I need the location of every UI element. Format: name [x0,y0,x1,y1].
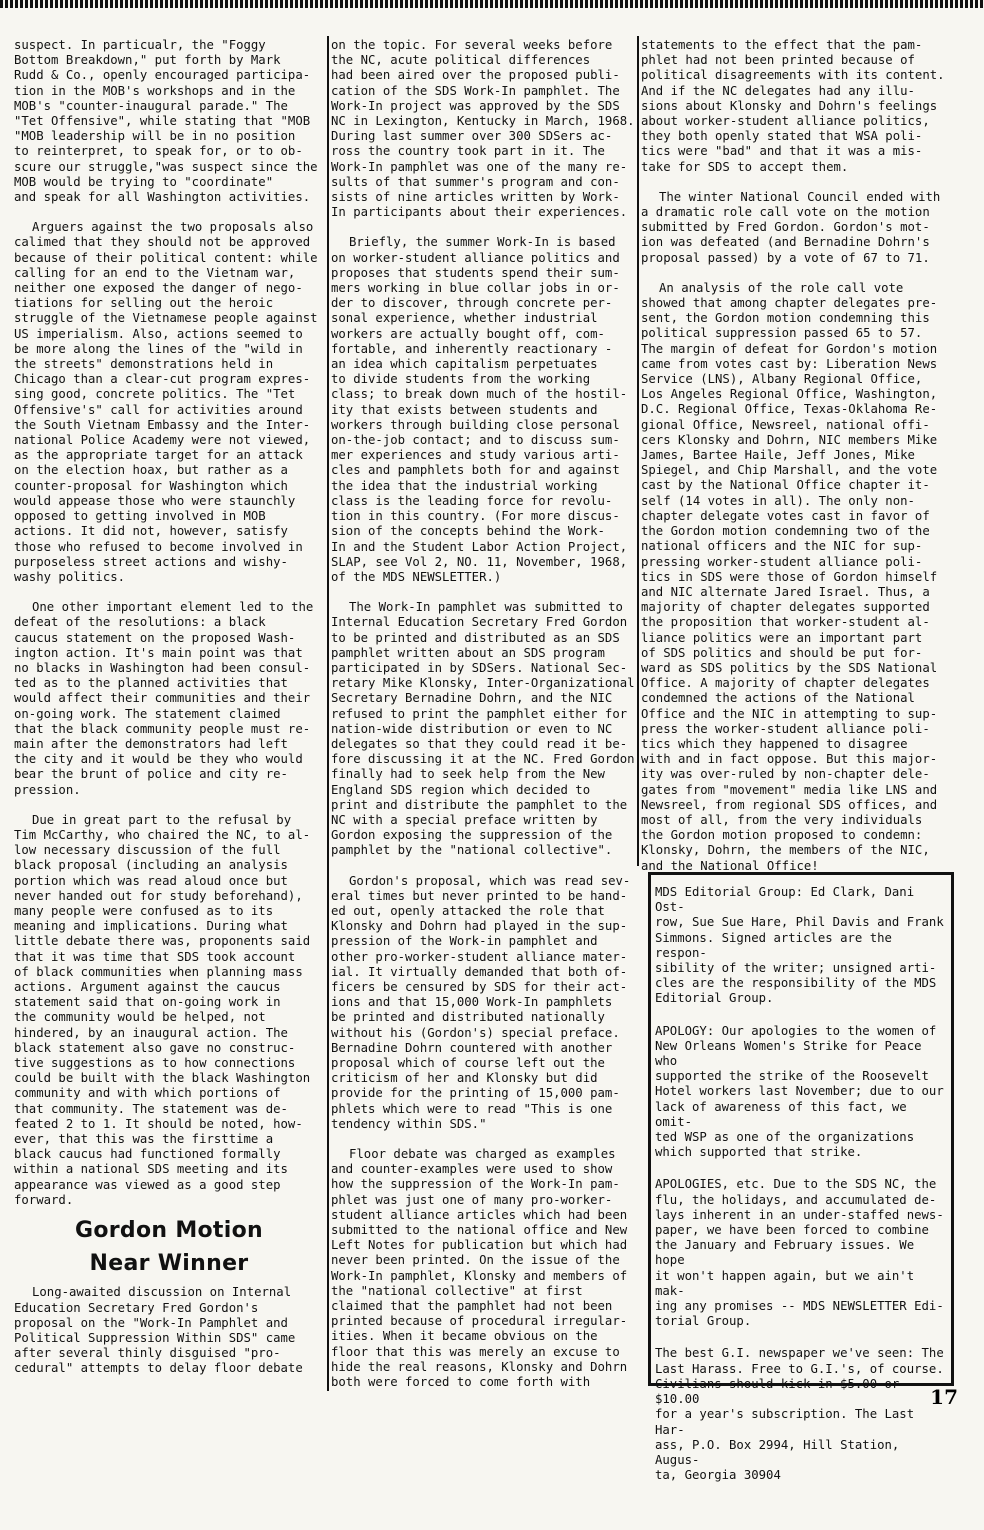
article-headline-line-2: Near Winner [89,1251,249,1277]
paragraph: on the topic. For several weeks before the NC, acute political differences had been aired over the proposed publi- cation of the SDS Work-In pamphlet. The Work-In project was approved by the SDS NC in Lexington, Kentucky in March, 1968. During last summer over 300 SDSers ac- ross the country took part in it. The Work-In pamphlet was one of the many re- sults of that summer's program and con- sists of nine articles written by Work- In participants about their experiences. [331,38,635,220]
apologies-note: APOLOGIES, etc. Due to the SDS NC, the flu, the holidays, and accumulated de- lays inherent in an under-staffed news- paper, we have been forced to combine the January and February issues. We hope it won't happen again, but we ain't mak- ing any promises -- MDS NEWSLETTER Edi- torial Group. [655,1177,944,1329]
paragraph: One other important element led to the defeat of the resolutions: a black caucus statement on the proposed Wash- ington action. It's main point was that no blacks in Washington had been consul- ted as to the planned activities that would affect their communities and their on-going work. The statement claimed that the black community people must re- main after the demonstrators had left the city and it would be they who would bear the brunt of police and city re- pression. [14,600,314,797]
paragraph: Floor debate was charged as examples and counter-examples were used to show how the suppression of the Work-In pam- phlet was just one of many pro-worker- student alliance articles which had been submitted to the national office and New Left Notes for publication but which had never been printed. On the issue of the Work-In pamphlet, Klonsky and members of the "national collective" at first claimed that the pamphlet had not been printed because of procedural irregular- ities. When it became obvious on the floor that this was merely an excuse to hide the real reasons, Klonsky and Dohrn both were forced to come forth with [331,1147,628,1390]
paragraph: Gordon's proposal, which was read sev- eral times but never printed to be hand- ed out, openly attacked the role that Klonsky and Dohrn had played in the sup- pression of the Work-in pamphlet and other pro-worker-student alliance mater- ial. It virtually demanded that both of- ficers be censured by SDS for their act- ions and that 15,000 Work-In pamphlets be printed and distributed nationally without his (Gordon's) special preface. Bernadine Dohrn countered with another proposal which of course left out the criticism of her and Klonsky but did provide for the printing of 15,000 pam- phlets which were to read "This is one tendency within SDS." [331,873,631,1131]
paragraph: suspect. In particualr, the "Foggy Bottom Breakdown," put forth by Mark Rudd & Co., openly encouraged participa- tion in the MOB's workshops and in the MOB's "counter-inaugural parade." The "Tet Offensive", while stating that "MOB "MOB leadership will be in no position to reinterpret, to speak for, or to ob- scure our struggle,"was suspect since the MOB would be trying to "coordinate" and speak for all Washington activities. [14,38,318,205]
column-divider [327,36,329,1391]
paragraph: Briefly, the summer Work-In is based on worker-student alliance politics and proposes that students spend their sum- mers working in blue collar jobs in or- der to discover, through concrete per- sonal experience, whether industrial workers are actually bought off, com- fortable, and inherently reactionary - an idea which capitalism perpetuates to divide students from the working class; to break down much of the hostil- ity that exists between students and workers through building close personal on-the-job contact; and to discuss sum- mer experiences and study various arti- cles and pamphlets both for and against the idea that the industrial working class is the leading force for revolu- tion in this country. (For more discus- sion of the concepts behind the Work- In and the Student Labor Action Project, SLAP, see Vol 2, NO. 11, November, 1968, of the MDS NEWSLETTER.) [331,235,628,584]
paragraph: An analysis of the role call vote showed that among chapter delegates pre- sent, the Gordon motion condemning this political suppression passed 65 to 57. The margin of defeat for Gordon's motion came from votes cast by: Liberation News Service (LNS), Albany Regional Office, Los Angeles Regional Office, Washington, D.C. Regional Office, Texas-Oklahoma Re- gional Office, Newsreel, national offi- cers Klonsky and Dohrn, NIC members Mike James, Bartee Haile, Jeff Jones, Mike Spiegel, and Chip Marshall, and the vote cast by the National Office chapter it- self (14 votes in all). The only non- chapter delegate votes cast in favor of the Gordon motion condemning two of the national officers and the NIC for sup- pressing worker-student alliance poli- tics in SDS were those of Gordon himself and NIC alternate Jared Israel. Thus, a majority of chapter delegates supported the proposition that worker-student al- liance politics were an important part of SDS politics and should be put for- ward as SDS politics by the SDS National Office. A majority of chapter delegates condemned the actions of the National Office and the NIC in attempting to sup- press the worker-student alliance poli- tics which they happened to disagree with and in fact oppose. But this major- ity was over-ruled by non-chapter dele- gates from "movement" media like LNS and Newsreel, from regional SDS offices, and most of all, from the very individuals the Gordon motion proposed to condemn: Klonsky, Dohrn, the members of the NIC, and the National Office! [641,280,938,873]
paragraph: statements to the effect that the pam- phlet had not been printed because of political disagreements with its content. And if the NC delegates had any illu- sions about Klonsky and Dohrn's feelings about worker-student alliance politics, they both openly stated that WSA poli- tics were "bad" and that it was a mis- take for SDS to accept them. [641,38,945,174]
paragraph: The Work-In pamphlet was submitted to Internal Education Secretary Fred Gordon to be printed and distributed as an SDS pamphlet written about an SDS program participated in by SDSers. National Sec- retary Mike Klonsky, Inter-Organizational Secretary Bernadine Dohrn, and the NIC refused to print the pamphlet either for nation-wide distribution or even to NC delegates so that they could read it be- fore discussing it at the NC. Fred Gordon finally had to seek help from the New England SDS region which decided to print and distribute the pamphlet to the NC with a special preface written by Gordon exposing the suppression of the pamphlet by the "national collective". [331,600,635,858]
column-1 [14,38,324,1392]
column-divider [637,36,639,866]
article-headline-line-1: Gordon Motion [75,1218,263,1244]
column-3 [641,38,959,889]
page-number: 17 [930,1385,958,1409]
editorial-group-note: MDS Editorial Group: Ed Clark, Dani Ost- row, Sue Sue Hare, Phil Davis and Frank Simmons. Signed articles are the respon- sibility of the writer; unsigned arti- cles are the responsibility of the MDS Editorial Group. [655,885,944,1006]
top-border-rule [0,0,984,8]
paragraph: Long-awaited discussion on Internal Education Secretary Fred Gordon's proposal on the "Work-In Pamphlet and Political Suppression Within SDS" came after several thinly disguised "pro- cedural" attempts to delay floor debate [14,1285,303,1376]
gi-newspaper-note: The best G.I. newspaper we've seen: The Last Harass. Free to G.I.'s, of course. Civilians should kick in $5.00 or $10.00 for a year's subscription. The Last Har- ass, P.O. Box 2994, Hill Station, Augus- ta, Georgia 30904 [655,1346,944,1483]
paragraph: Arguers against the two proposals also calimed that they should not be approved because of their political content: while calling for an end to the Vietnam war, neither one exposed the danger of nego- tiations for selling out the heroic struggle of the Vietnamese people against US imperialism. Also, actions seemed to be more along the lines of the "wild in the streets" demonstrations held in Chicago than a clear-cut program expres- sing good, concrete politics. The "Tet Offensive's" call for activities around the South Vietnam Embassy and the Inter- national Police Academy were not viewed, as the appropriate target for an attack on the election hoax, but rather as a counter-proposal for Washington which would appease those who were staunchly opposed to getting involved in MOB actions. It did not, however, satisfy those who refused to become involved in purposeless street actions and wishy- washy politics. [14,220,318,584]
apology-note: APOLOGY: Our apologies to the women of New Orleans Women's Strike for Peace who supported the strike of the Roosevelt Hotel workers last November; due to our lack of awareness of this fact, we omit- ted WSP as one of the organizations which supported that strike. [655,1023,944,1160]
paragraph: The winter National Council ended with a dramatic role call vote on the motion submitted by Fred Gordon. Gordon's mot- ion was defeated (and Bernadine Dohrn's proposal passed) by a vote of 67 to 71. [641,189,941,265]
paragraph: Due in great part to the refusal by Tim McCarthy, who chaired the NC, to al- low necessary discussion of the full black proposal (including an analysis portion which was read aloud once but never handed out for study beforehand), many people were confused as to its meaning and implications. During what little debate there was, proponents said that it was time that SDS took account of black communities when planning mass actions. Argument against the caucus statement said that on-going work in the community would be helped, not hindered, by an inaugural action. The black statement also gave no construc- tive suggestions as to how connections could be built with the black Washington community and with which portions of that community. The statement was de- feated 2 to 1. It should be noted, how- ever, that this was the firsttime a black caucus had functioned formally within a national SDS meeting and its appearance was viewed as a good step forward. [14,812,311,1207]
column-2 [331,38,637,1405]
